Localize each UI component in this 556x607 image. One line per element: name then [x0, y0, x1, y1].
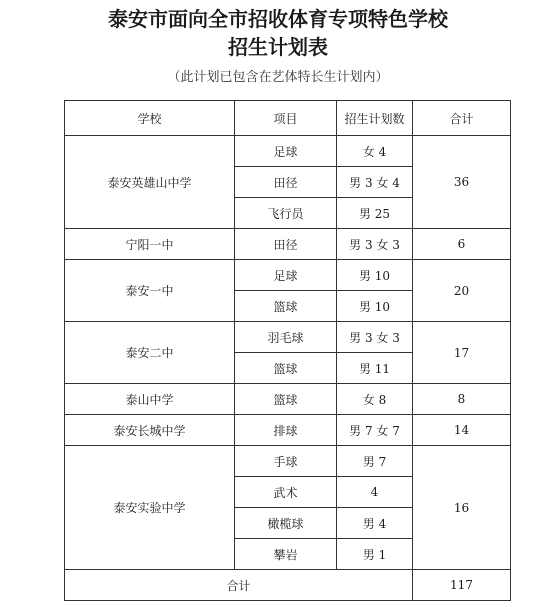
school-total-cell: 14	[413, 415, 511, 446]
plan-count-cell: 男 3 女 3	[337, 229, 413, 260]
sport-cell: 飞行员	[235, 198, 337, 229]
school-total-cell: 8	[413, 384, 511, 415]
school-name-cell: 泰安二中	[65, 322, 235, 384]
sport-cell: 足球	[235, 136, 337, 167]
grand-total-label: 合计	[65, 570, 413, 601]
plan-count-cell: 女 4	[337, 136, 413, 167]
sport-cell: 田径	[235, 167, 337, 198]
sport-cell: 武术	[235, 477, 337, 508]
header-school: 学校	[65, 101, 235, 136]
sport-cell: 攀岩	[235, 539, 337, 570]
plan-count-cell: 女 8	[337, 384, 413, 415]
header-plan: 招生计划数	[337, 101, 413, 136]
table-row	[65, 136, 511, 167]
sport-cell: 篮球	[235, 384, 337, 415]
school-total-cell: 36	[413, 136, 511, 229]
table-row	[65, 229, 511, 260]
page-subtitle: 招生计划表	[228, 35, 328, 59]
plan-count-cell: 4	[337, 477, 413, 508]
header-total: 合计	[413, 101, 511, 136]
plan-count-cell: 男 7	[337, 446, 413, 477]
sport-cell: 手球	[235, 446, 337, 477]
table-header-row	[65, 101, 511, 136]
sport-cell: 橄榄球	[235, 508, 337, 539]
sport-cell: 篮球	[235, 291, 337, 322]
table-footer-row	[65, 570, 511, 601]
school-total-cell: 16	[413, 446, 511, 570]
school-total-cell: 20	[413, 260, 511, 322]
school-total-cell: 6	[413, 229, 511, 260]
school-name-cell: 泰安长城中学	[65, 415, 235, 446]
table-row	[65, 322, 511, 353]
plan-count-cell: 男 1	[337, 539, 413, 570]
school-name-cell: 泰山中学	[65, 384, 235, 415]
plan-count-cell: 男 4	[337, 508, 413, 539]
enrollment-table	[64, 100, 511, 601]
sport-cell: 篮球	[235, 353, 337, 384]
table-row	[65, 446, 511, 477]
grand-total-value: 117	[413, 570, 511, 601]
plan-count-cell: 男 25	[337, 198, 413, 229]
school-total-cell: 17	[413, 322, 511, 384]
school-name-cell: 宁阳一中	[65, 229, 235, 260]
page-title: 泰安市面向全市招收体育专项特色学校	[108, 7, 448, 31]
table-row	[65, 260, 511, 291]
plan-count-cell: 男 10	[337, 291, 413, 322]
header-sport: 项目	[235, 101, 337, 136]
plan-note: （此计划已包含在艺体特长生计划内）	[167, 70, 389, 85]
plan-count-cell: 男 11	[337, 353, 413, 384]
sport-cell: 足球	[235, 260, 337, 291]
table-row	[65, 415, 511, 446]
plan-count-cell: 男 10	[337, 260, 413, 291]
school-name-cell: 泰安一中	[65, 260, 235, 322]
sport-cell: 羽毛球	[235, 322, 337, 353]
table-row	[65, 384, 511, 415]
school-name-cell: 泰安英雄山中学	[65, 136, 235, 229]
school-name-cell: 泰安实验中学	[65, 446, 235, 570]
plan-count-cell: 男 7 女 7	[337, 415, 413, 446]
plan-count-cell: 男 3 女 3	[337, 322, 413, 353]
sport-cell: 田径	[235, 229, 337, 260]
plan-count-cell: 男 3 女 4	[337, 167, 413, 198]
sport-cell: 排球	[235, 415, 337, 446]
